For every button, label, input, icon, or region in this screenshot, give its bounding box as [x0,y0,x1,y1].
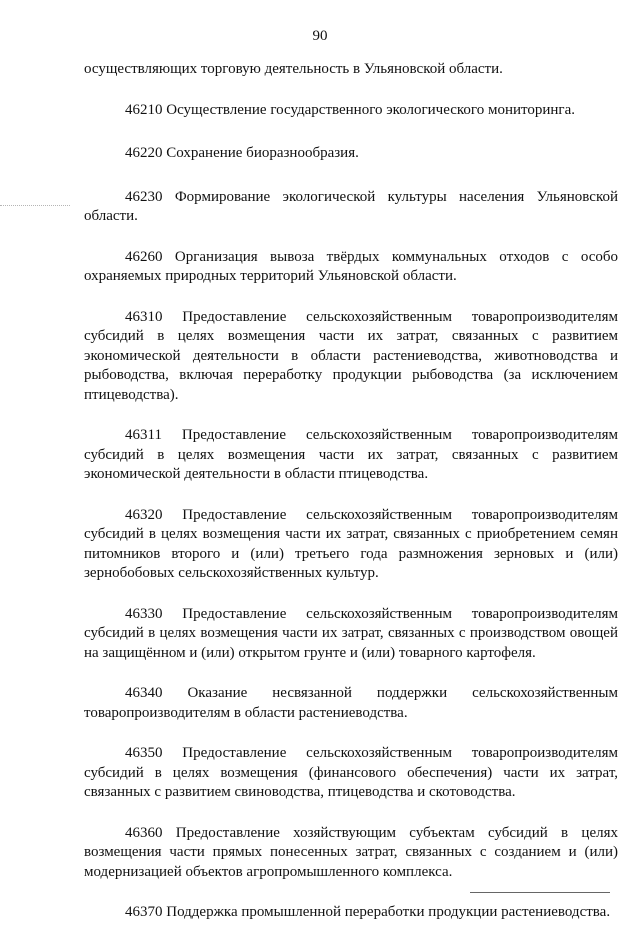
paragraph-46320: 46320 Предоставление сельскохозяйственным товаропроизводителям субсидий в целях возмещения части их затрат, связанных с приобретением семян питомников второго и (или) третьего года размножения зерновых и (или) зернобобовых сельскохозяйственных культур. [84,506,618,581]
paragraph-46330: 46330 Предоставление сельскохозяйственным товаропроизводителям субсидий в целях возмещения части их затрат, связанных с производством овощей на защищённом и (или) открытом грунте и (или) товарного картофеля. [84,605,618,661]
footer-rule [470,892,610,893]
paragraph-46311: 46311 Предоставление сельскохозяйственным товаропроизводителям субсидий в целях возмещения части их затрат, связанных с развитием экономической деятельности в области птицеводства. [84,427,618,482]
paragraph-46210: 46210 Осуществление государственного экологического мониторинга. [125,101,575,118]
paragraph-46360: 46360 Предоставление хозяйствующим субъектам субсидий в целях возмещения части прямых понесенных затрат, связанных с созданием и (или) модернизацией объектов агропромышленного комплекса. [84,824,618,880]
paragraph-46220: 46220 Сохранение биоразнообразия. [125,145,359,161]
paragraph-46230: 46230 Формирование экологической культуры населения Ульяновской области. [84,188,618,224]
paragraph-46370: 46370 Поддержка промышленной переработки продукции растениеводства. [125,904,611,920]
page-number: 90 [312,28,328,44]
document-body [84,60,618,944]
paragraph-continuation: осуществляющих торговую деятельность в Ульяновской области. [84,61,503,77]
paragraph-46260: 46260 Организация вывоза твёрдых коммунальных отходов с особо охраняемых природных территорий Ульяновской области. [84,248,618,284]
paragraph-46310: 46310 Предоставление сельскохозяйственным товаропроизводителям субсидий в целях возмещения части их затрат, связанных с развитием экономической деятельности в области растениеводства, животноводства и рыбоводства, включая переработку продукции рыбоводства (за исключением птицеводства). [84,308,618,403]
paragraph-46340: 46340 Оказание несвязанной поддержки сельскохозяйственным товаропроизводителям в области растениеводства. [84,685,618,721]
paragraph-46350: 46350 Предоставление сельскохозяйственным товаропроизводителям субсидий в целях возмещения (финансового обеспечения) части их затрат, связанных с развитием свиноводства, птицеводства и скотоводства. [84,745,618,800]
scan-artifact-dotted-line [0,205,70,207]
